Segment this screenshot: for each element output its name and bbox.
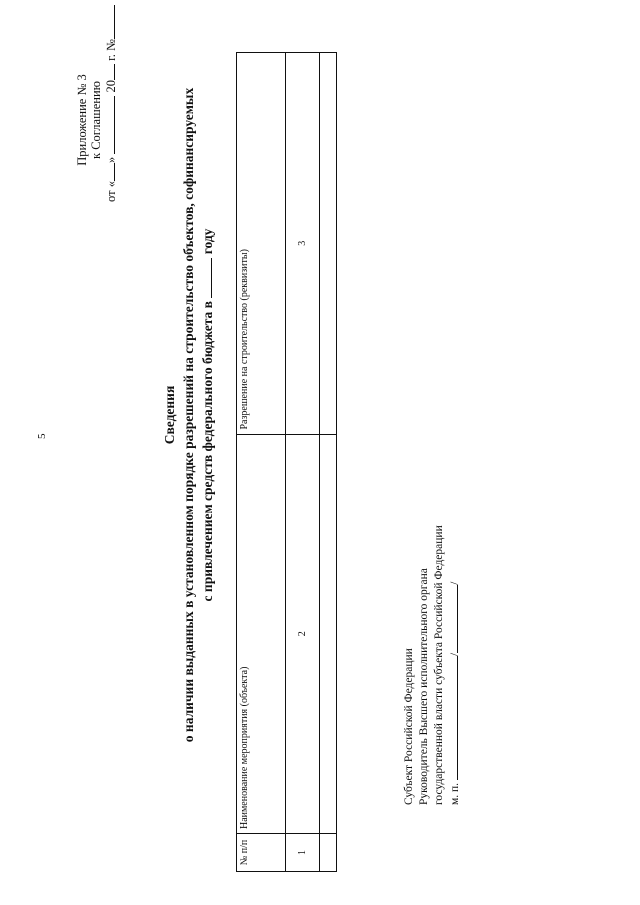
- number-label: г. №: [104, 39, 118, 61]
- year-fill-blank: [200, 258, 212, 298]
- header-cell-permit: Разрешение на строительство (реквизиты): [237, 53, 286, 435]
- signature-head: Руководитель Высшего исполнительного органа: [418, 568, 430, 805]
- permits-table: [236, 52, 337, 872]
- title-line2-prefix: с привлечением средств федерального бюджета в: [200, 301, 215, 602]
- date-from-label: от «: [104, 181, 118, 202]
- signature-subject: Субъект Российской Федерации: [403, 648, 415, 805]
- header-cell-object: Наименование мероприятия (объекта): [237, 434, 286, 834]
- name-blank: [447, 585, 458, 653]
- table-row: [320, 53, 337, 872]
- column-number-2: 2: [286, 434, 320, 834]
- page-number: 5: [36, 433, 48, 439]
- column-number-1: 1: [286, 834, 320, 872]
- column-number-3: 3: [286, 53, 320, 435]
- signature-blank: [447, 656, 458, 780]
- title-line1: о наличии выданных в установленном порядке разрешений на строительство объектов, софинансируемых: [181, 87, 196, 743]
- header-cell-index: № п/п: [237, 834, 286, 872]
- signature-block: [402, 525, 463, 805]
- slash-2: /: [449, 581, 461, 585]
- slash-1: /: [449, 652, 461, 657]
- stamp-label: м. п.: [449, 782, 461, 805]
- month-blank: [103, 96, 115, 154]
- title-heading: Сведения: [162, 385, 177, 445]
- title-line2-suffix: году: [200, 228, 215, 255]
- appendix-date-line: [103, 5, 118, 235]
- table-header-row: [237, 53, 286, 872]
- date-quote: »: [104, 156, 118, 164]
- appendix-title: Приложение № 3: [75, 74, 89, 166]
- signature-line: [447, 525, 463, 805]
- signature-authority: государственной власти субъекта Российской Федерации: [433, 525, 445, 805]
- appendix-block: [75, 5, 118, 235]
- number-blank: [103, 5, 115, 39]
- document-title: [160, 5, 217, 825]
- appendix-agreement: к Соглашению: [89, 81, 103, 159]
- year-blank: [103, 64, 115, 80]
- column-number-row: [286, 53, 320, 872]
- year-prefix: 20: [104, 80, 118, 93]
- day-blank: [103, 163, 115, 181]
- title-line2: [198, 5, 217, 825]
